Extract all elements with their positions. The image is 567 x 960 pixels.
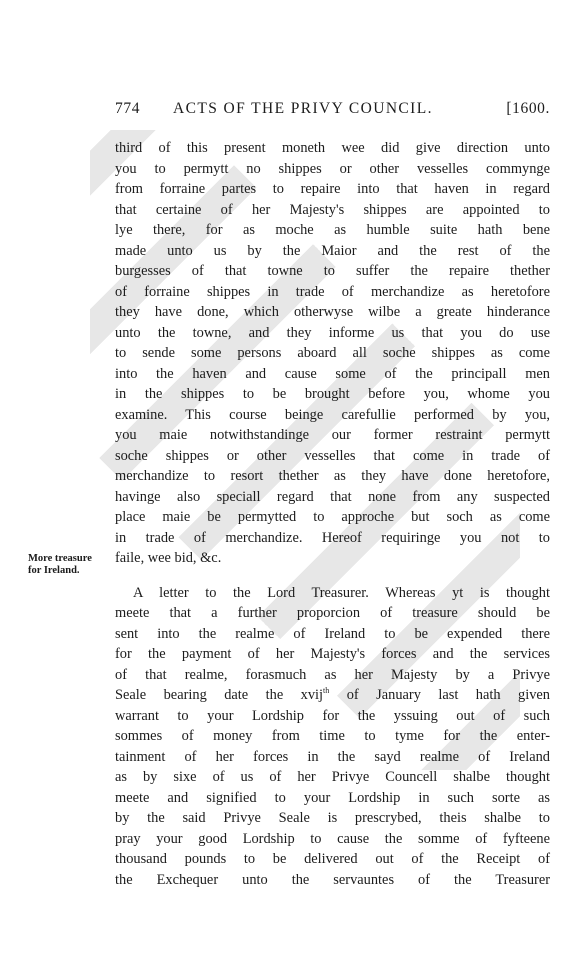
- text-line: by the said Privye Seale is prescrybed, theis shalbe to: [115, 810, 550, 826]
- text-line: havinge also speciall regard that none from any suspected: [115, 488, 550, 505]
- text-line: thousand pounds to be delivered out of the Receipt of: [115, 851, 550, 867]
- text-line: made unto us by the Maior and the rest of the: [115, 242, 550, 259]
- text-line: faile, wee bid, &c.: [115, 550, 222, 566]
- text-line-with-sup: [115, 685, 550, 706]
- text-line: that certaine of her Majesty's shippes are appointed to: [115, 201, 550, 218]
- text-line: in trade of merchandize. Hereof requiringe you not to: [115, 529, 550, 546]
- text-segment: of January last hath given: [329, 687, 550, 703]
- text-line: unto the towne, and they informe us that you do use: [115, 324, 550, 341]
- text-line: burgesses of that towne to suffer the repaire thether: [115, 263, 550, 279]
- text-line: sent into the realme of Ireland to be expended there: [115, 625, 550, 642]
- page-number: 774: [115, 100, 141, 117]
- running-header: [115, 100, 550, 124]
- text-line: to sende some persons aboard all soche shippes as come: [115, 345, 550, 361]
- text-line: of forraine shippes in trade of merchandize as heretofore: [115, 283, 550, 300]
- text-line: A letter to the Lord Treasurer. Whereas yt is thought: [133, 584, 550, 601]
- text-line: third of this present moneth wee did give direction unto: [115, 140, 550, 156]
- text-line: into the haven and cause some of the principall men: [115, 365, 550, 382]
- margin-note-line: for Ireland.: [28, 565, 80, 576]
- paragraph-2: [115, 583, 550, 891]
- margin-note: [28, 553, 114, 577]
- text-line: meete and signified to your Lordship in such sorte as: [115, 789, 550, 806]
- text-line: lye there, for as moche as humble suite hath bene: [115, 222, 550, 238]
- text-line: soche shippes or other vesselles that come in trade of: [115, 447, 550, 464]
- text-line: of that realme, forasmuch as her Majesty by a Privye: [115, 666, 550, 683]
- text-line: meete that a further proporcion of treasure should be: [115, 605, 550, 621]
- text-line: sommes of money from time to tyme for the enter-: [115, 728, 550, 744]
- text-line: as by sixe of us of her Privye Councell shalbe thought: [115, 769, 550, 785]
- text-line: pray your good Lordship to cause the somme of fyfteene: [115, 830, 550, 847]
- text-line: place maie be permytted to approche but soch as come: [115, 509, 550, 525]
- text-line: examine. This course beinge carefullie performed by you,: [115, 406, 550, 423]
- paragraph-1: [115, 138, 550, 569]
- text-line: merchandize to resort thether as they have done heretofore,: [115, 468, 550, 484]
- header-year: [1600.: [506, 100, 550, 117]
- text-line: tainment of her forces in the sayd realme of Ireland: [115, 748, 550, 765]
- text-line: they have done, which otherwyse wilbe a greate hinderance: [115, 304, 550, 320]
- text-segment: Seale bearing date the xvij: [115, 687, 324, 703]
- margin-note-line: More treasure: [28, 553, 92, 564]
- running-title: ACTS OF THE PRIVY COUNCIL.: [173, 100, 433, 117]
- text-line: for the payment of her Majesty's forces and the services: [115, 646, 550, 662]
- text-line: in the shippes to be brought before you, whome you: [115, 386, 550, 402]
- text-line: warrant to your Lordship for the yssuing out of such: [115, 707, 550, 724]
- text-line: you to permytt no shippes or other vesselles commynge: [115, 160, 550, 177]
- superscript: th: [323, 686, 330, 696]
- text-line: from forraine partes to repaire into that haven in regard: [115, 181, 550, 197]
- body-text: [115, 138, 550, 890]
- text-line: the Exchequer unto the servauntes of the Treasurer: [115, 871, 550, 888]
- text-line: you maie notwithstandinge our former restraint permytt: [115, 427, 550, 443]
